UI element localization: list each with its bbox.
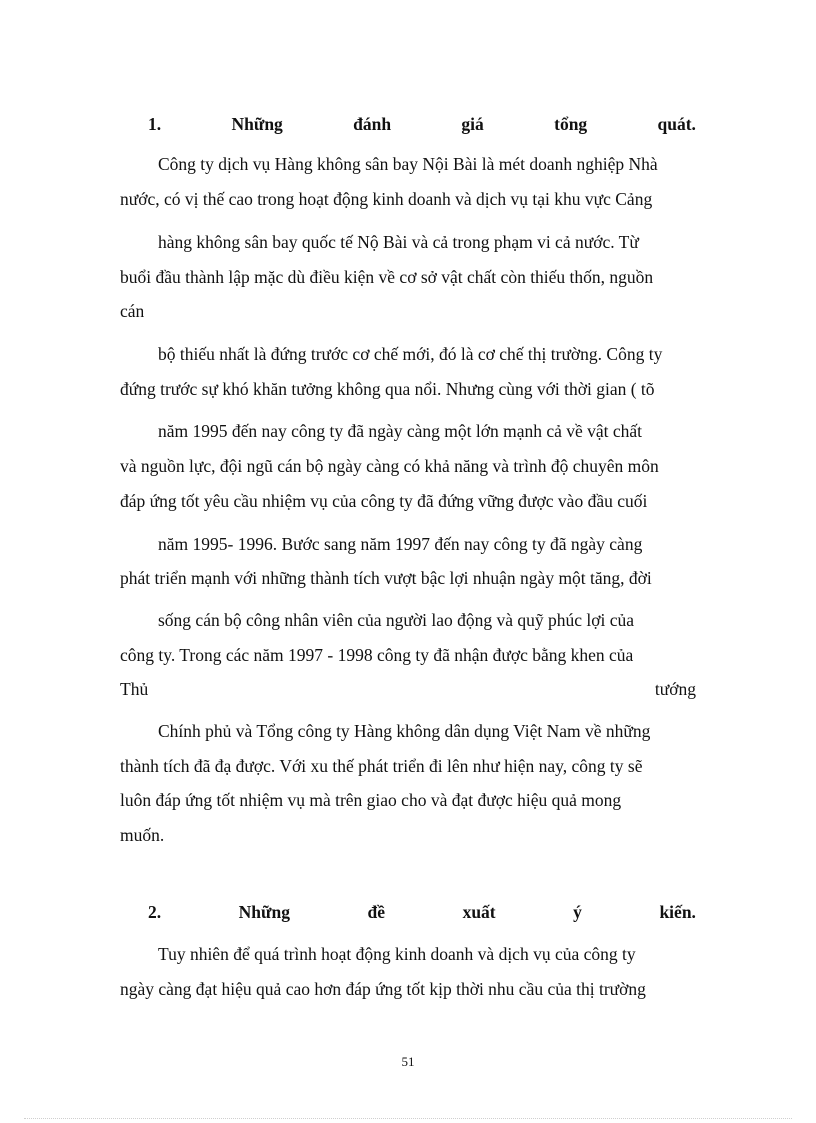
- heading-word: giá: [461, 114, 484, 134]
- body-line: muốn.: [120, 825, 165, 845]
- body-line: Chính phủ và Tổng công ty Hàng không dân dụng Việt Nam về những: [158, 721, 651, 741]
- body-line: hàng không sân bay quốc tế Nộ Bài và cả trong phạm vi cả nước. Từ: [158, 232, 639, 252]
- heading-word: đánh: [353, 114, 392, 134]
- body-line: luôn đáp ứng tốt nhiệm vụ mà trên giao cho và đạt được hiệu quả mong: [120, 790, 622, 810]
- page-number: 51: [401, 1054, 415, 1069]
- heading-word: tổng: [554, 114, 588, 134]
- body-line: và nguồn lực, đội ngũ cán bộ ngày càng có khả năng và trình độ chuyên môn: [120, 456, 659, 476]
- body-line-justified: [120, 678, 696, 700]
- section-2-heading: [148, 901, 696, 923]
- heading-number: 2.: [148, 902, 162, 922]
- heading-word: ý: [573, 902, 582, 922]
- section-1-heading: [148, 113, 696, 135]
- body-line: năm 1995- 1996. Bước sang năm 1997 đến nay công ty đã ngày càng: [158, 534, 643, 554]
- heading-word: Những: [238, 902, 291, 922]
- body-line: cán: [120, 301, 145, 321]
- heading-word: kiến.: [659, 902, 696, 922]
- body-line: Công ty dịch vụ Hàng không sân bay Nội Bài là mét doanh nghiệp Nhà: [158, 154, 658, 174]
- body-line: Tuy nhiên để quá trình hoạt động kinh doanh và dịch vụ của công ty: [158, 944, 636, 964]
- body-line: nước, có vị thế cao trong hoạt động kinh doanh và dịch vụ tại khu vực Cảng: [120, 189, 653, 209]
- body-word: Thủ: [120, 679, 149, 699]
- body-line: năm 1995 đến nay công ty đã ngày càng một lớn mạnh cả về vật chất: [158, 421, 643, 441]
- heading-word: Những: [231, 114, 283, 134]
- heading-word: quát.: [657, 114, 696, 134]
- body-line: phát triển mạnh với những thành tích vượt bậc lợi nhuận ngày một tăng, đời: [120, 568, 652, 588]
- body-line: buổi đầu thành lập mặc dù điều kiện về cơ sở vật chất còn thiếu thốn, nguồn: [120, 267, 654, 287]
- body-line: thành tích đã đạ được. Với xu thế phát triển đi lên như hiện nay, công ty sẽ: [120, 756, 643, 776]
- heading-word: đề: [367, 902, 386, 922]
- heading-number: 1.: [148, 114, 162, 134]
- body-word: tướng: [654, 679, 696, 699]
- body-line: công ty. Trong các năm 1997 - 1998 công ty đã nhận được bằng khen của: [120, 645, 634, 665]
- page-bottom-divider: [24, 1118, 792, 1119]
- heading-word: xuất: [462, 902, 496, 922]
- body-line: sống cán bộ công nhân viên của người lao động và quỹ phúc lợi của: [158, 610, 635, 630]
- body-line: ngày càng đạt hiệu quả cao hơn đáp ứng tốt kịp thời nhu cầu của thị trường: [120, 979, 646, 999]
- body-line: đứng trước sự khó khăn tưởng không qua nổi. Nhưng cùng với thời gian ( tõ: [120, 379, 655, 399]
- body-line: đáp ứng tốt yêu cầu nhiệm vụ của công ty đã đứng vững được vào đầu cuối: [120, 491, 648, 511]
- body-line: bộ thiếu nhất là đứng trước cơ chế mới, đó là cơ chế thị trường. Công ty: [158, 344, 663, 364]
